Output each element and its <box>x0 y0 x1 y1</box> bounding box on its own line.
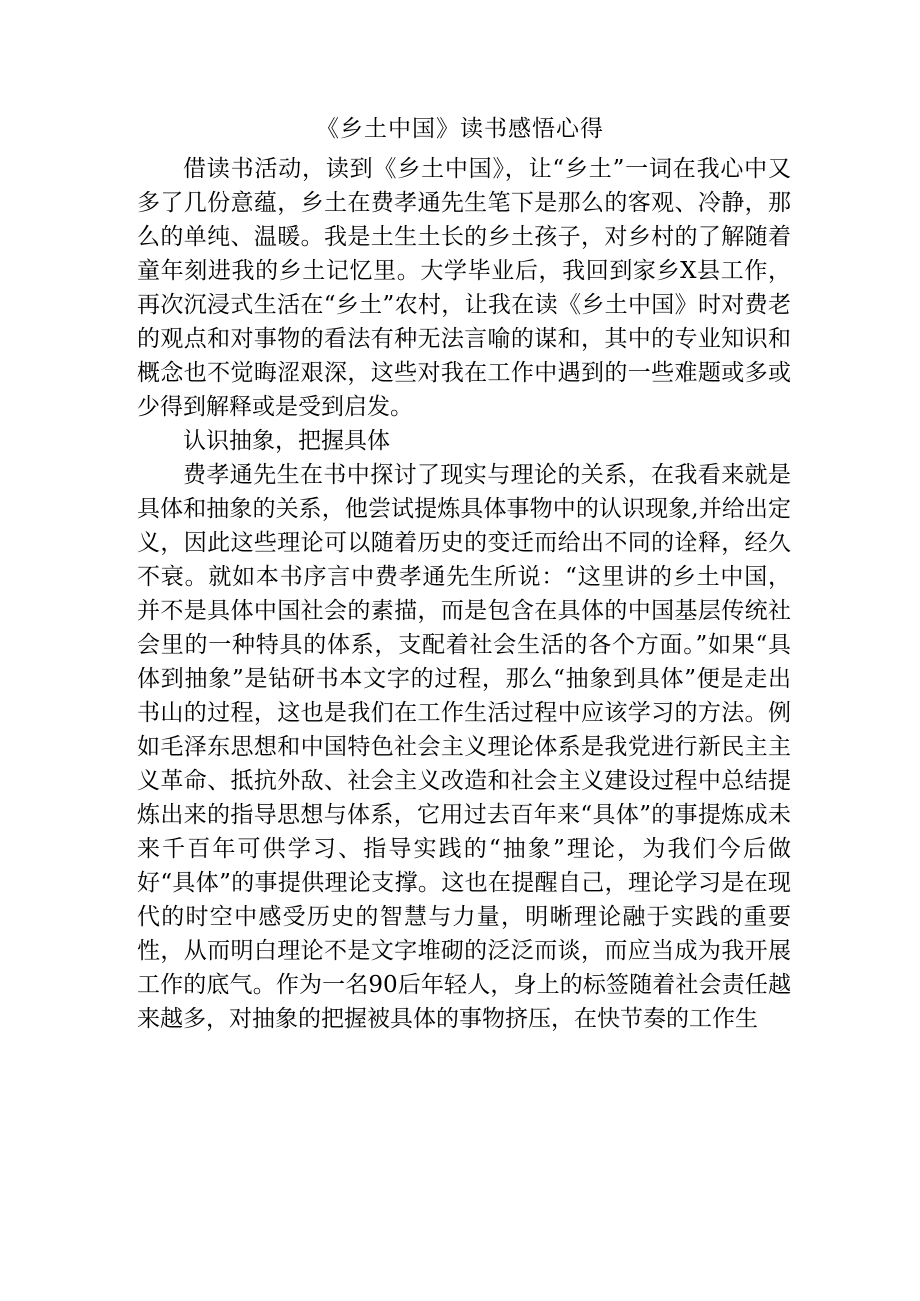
document-body <box>137 152 791 1036</box>
section-heading: 认识抽象，把握具体 <box>183 428 390 454</box>
paragraph-section-body: 费孝通先生在书中探讨了现实与理论的关系，在我看来就是具体和抽象的关系，他尝试提炼具体事物中的认识现象,并给出定义，因此这些理论可以随着历史的变迁而给出不同的诠释，经久不衰。就如本书序言中费孝通先生所说：“这里讲的乡土中国，并不是具体中国社会的素描，而是包含在具体的中国基层传统社会里的一种特具的体系，支配着社会生活的各个方面。”如果“具体到抽象”是钻研书本文字的过程，那么“抽象到具体”便是走出书山的过程，这也是我们在工作生活过程中应该学习的方法。例如毛泽东思想和中国特色社会主义理论体系是我党进行新民主主义革命、抵抗外敌、社会主义改造和社会主义建设过程中总结提炼出来的指导思想与体系，它用过去百年来“具体”的事提炼成未来千百年可供学习、指导实践的“抽象”理论，为我们今后做好“具体”的事提供理论支撑。这也在提醒自己，理论学习是在现代的时空中感受历史的智慧与力量，明晰理论融于实践的重要性，从而明白理论不是文字堆砌的泛泛而谈，而应当成为我开展工作的底气。作为一名90后年轻人，身上的标签随着社会责任越来越多，对抽象的把握被具体的事物挤压，在快节奏的工作生 <box>137 462 791 1032</box>
paragraph-intro: 借读书活动，读到《乡土中国》，让“乡土”一词在我心中又多了几份意蕴，乡土在费孝通先生笔下是那么的客观、冷静，那么的单纯、温暖。我是土生土长的乡土孩子，对乡村的了解随着童年刻进我的乡土记忆里。大学毕业后，我回到家乡X县工作，再次沉浸式生活在“乡土”农村，让我在读《乡土中国》时对费老的观点和对事物的看法有种无法言喻的谋和，其中的专业知识和概念也不觉晦涩艰深，这些对我在工作中遇到的一些难题或多或少得到解释或是受到启发。 <box>137 156 791 420</box>
document-title: 《乡土中国》读书感悟心得 <box>316 116 604 142</box>
